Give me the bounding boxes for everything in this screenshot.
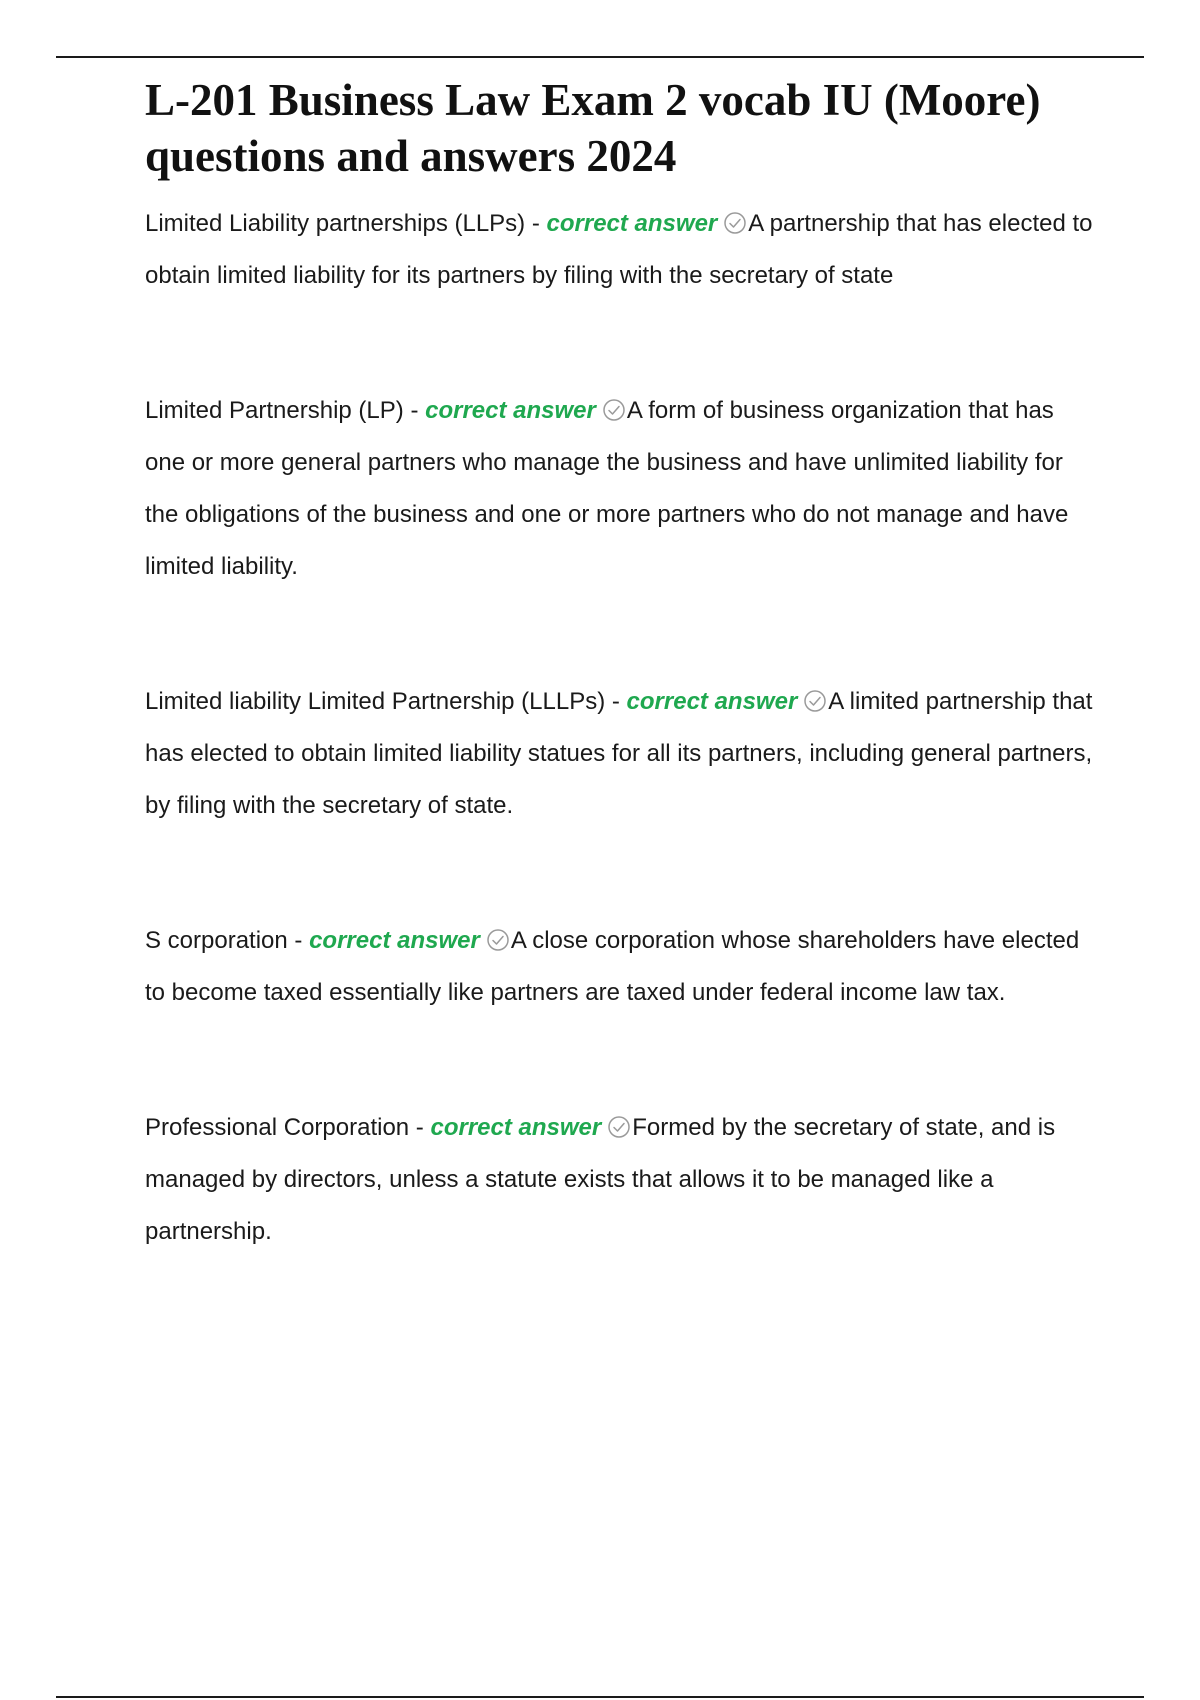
term-separator: - — [605, 688, 627, 715]
vocab-definition: A limited partnership that has elected to obtain limited liability statues for all its partners, including general partners, by filing with the secretary of state. — [145, 688, 1093, 819]
vocab-term: Limited liability Limited Partnership (LLLPs) — [145, 688, 606, 715]
vocab-entry — [145, 1102, 1095, 1258]
check-circle-icon — [607, 1115, 631, 1139]
vocab-term: Professional Corporation — [145, 1114, 410, 1141]
term-separator: - — [403, 397, 426, 424]
vocab-definition: A partnership that has elected to obtain limited liability for its partners by filing with the secretary of state — [145, 210, 1093, 289]
document-title: L-201 Business Law Exam 2 vocab IU (Moore) questions and answers 2024 — [145, 75, 1041, 181]
top-rule — [56, 56, 1144, 58]
check-circle-icon — [723, 211, 747, 235]
bottom-rule — [56, 1696, 1144, 1698]
term-separator: - — [409, 1114, 431, 1141]
vocab-entry — [145, 198, 1095, 302]
vocab-term: Limited Partnership (LP) — [145, 397, 404, 424]
vocab-definition: A form of business organization that has one or more general partners who manage the business and have unlimited liability for the obligations of the business and one or more partners who do not manage and have limited liability. — [145, 397, 1069, 580]
correct-answer-label: correct answer — [430, 1114, 602, 1141]
vocab-definition: Formed by the secretary of state, and is managed by directors, unless a statute exists that allows it to be managed like a partnership. — [145, 1114, 1056, 1245]
check-circle-icon — [486, 928, 510, 952]
document-body — [145, 72, 1095, 1258]
correct-answer-label: correct answer — [425, 397, 596, 424]
vocab-term: Limited Liability partnerships (LLPs) — [145, 210, 526, 237]
term-separator: - — [525, 210, 547, 237]
vocab-entry — [145, 676, 1095, 832]
check-circle-icon — [803, 689, 827, 713]
vocab-entry — [145, 915, 1095, 1019]
correct-answer-label: correct answer — [546, 210, 718, 237]
vocab-entry — [145, 385, 1095, 593]
vocab-definition: A close corporation whose shareholders have elected to become taxed essentially like partners are taxed under federal income law tax. — [145, 927, 1080, 1006]
check-circle-icon — [602, 398, 626, 422]
correct-answer-label: correct answer — [309, 927, 480, 954]
vocab-term: S corporation — [145, 927, 288, 954]
correct-answer-label: correct answer — [626, 688, 798, 715]
term-separator: - — [287, 927, 310, 954]
